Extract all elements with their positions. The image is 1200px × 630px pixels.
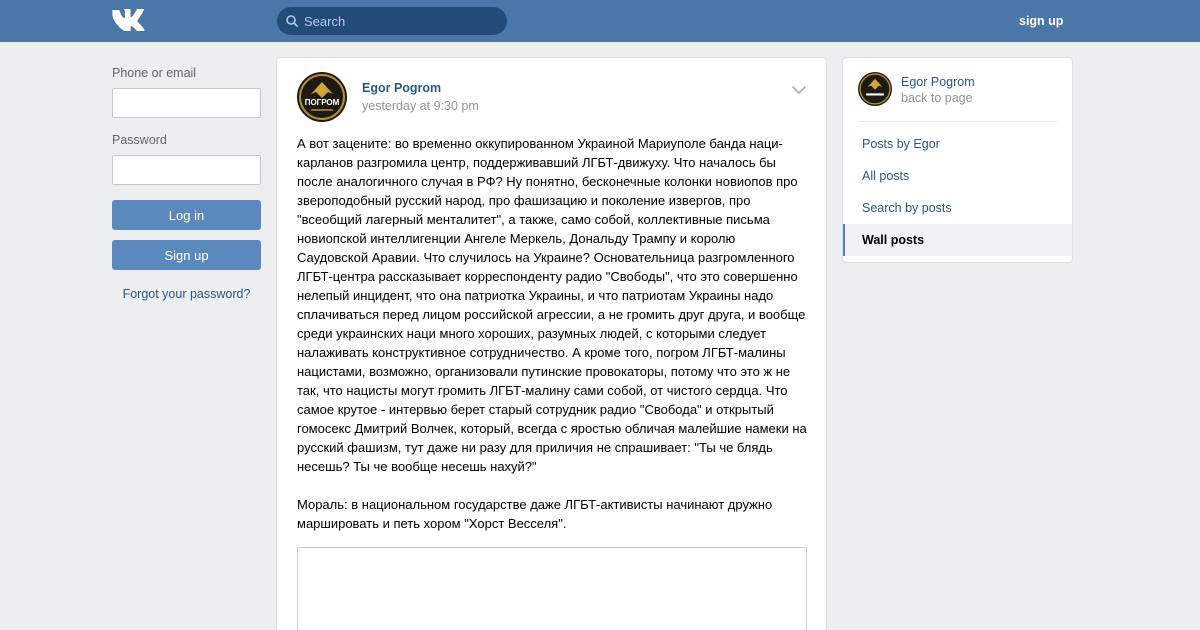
search-box — [277, 7, 507, 35]
login-form — [112, 66, 261, 301]
post-text: А вот зацените: во временно оккупированном Украиной Мариуполе банда наци-карланов разгромила центр, поддерживавший ЛГБТ-движуху. Что началось бы после аналогичного случая в РФ? Ну понятно, бесконечные колонки новиопов про звероподобный русский народ, про фашизацию и поколение извергов, про "всеобщий лагерный менталитет", а также, само собой, коллективные письма новиопской интеллигенции Ангеле Меркель, Дональду Трампу и королю Саудовской Аравии. Что случилось на Украине? Основательница разгромленного ЛГБТ-центра рассказывает корреспонденту радио "Свободы", что это совершенно нелепый инцидент, что она патриотка Украины, и что патриотам Украины надо сплачиваться перед лицом российской агрессии, а не громить друг друга, и вообще среди украинских наци много хороших, разумных людей, с которыми следует налаживать конструктивное сотрудничество. А кроме того, погром ЛГБТ-малины нацистами, возможно, организовали путинские провокаторы, потому что это ж не так, что нацисты могут громить ЛГБТ-малину сами собой, от чистого сердца. Что самое крутое - интервью берет старый сотрудник радио "Свобода" и открытый гомосекс Дмитрий Волчек, который, всегда с яростью обличая малейшие намеки на русский фашизм, тут даже ни разу для приличия не спрашивает: "Ты че блядь несешь? Ты че вообще несешь нахуй?" Мораль: в национальном государстве даже ЛГБТ-активисты начинают дружно маршировать и петь хором "Хорст Весселя". — [297, 136, 807, 531]
nav-search-by-posts[interactable]: Search by posts — [862, 201, 952, 215]
header-signup-link[interactable]: sign up — [1019, 14, 1064, 28]
password-label: Password — [112, 133, 167, 147]
top-bar — [0, 0, 1200, 42]
pogrom-logo-icon — [297, 72, 347, 122]
back-to-page-link[interactable]: back to page — [901, 91, 973, 105]
nav-posts-by-egor[interactable]: Posts by Egor — [862, 137, 940, 151]
wall-post — [276, 57, 827, 630]
side-author-name[interactable]: Egor Pogrom — [901, 75, 975, 89]
phone-label: Phone or email — [112, 66, 197, 80]
divider — [858, 121, 1057, 122]
nav-wall-posts[interactable]: Wall posts — [843, 224, 1072, 256]
password-input[interactable] — [112, 155, 261, 185]
post-author-link[interactable]: Egor Pogrom — [362, 81, 442, 95]
pogrom-logo-small-icon — [858, 72, 892, 106]
vk-logo-icon[interactable] — [111, 9, 145, 31]
side-panel — [842, 57, 1073, 263]
forgot-password-link[interactable]: Forgot your password? — [122, 287, 251, 301]
post-attachment-frame[interactable] — [297, 547, 807, 630]
signup-button[interactable]: Sign up — [112, 240, 261, 270]
chevron-down-icon[interactable] — [791, 85, 807, 95]
search-input[interactable] — [304, 7, 500, 35]
post-date[interactable]: yesterday at 9:30 pm — [362, 99, 479, 113]
side-avatar[interactable] — [858, 72, 892, 106]
search-icon — [286, 15, 298, 27]
login-button[interactable]: Log in — [112, 200, 261, 230]
nav-all-posts[interactable]: All posts — [862, 169, 910, 183]
post-avatar[interactable] — [297, 72, 347, 122]
phone-email-input[interactable] — [112, 88, 261, 118]
side-nav — [843, 128, 1072, 256]
svg-text:ПОГРОМ: ПОГРОМ — [304, 98, 340, 107]
